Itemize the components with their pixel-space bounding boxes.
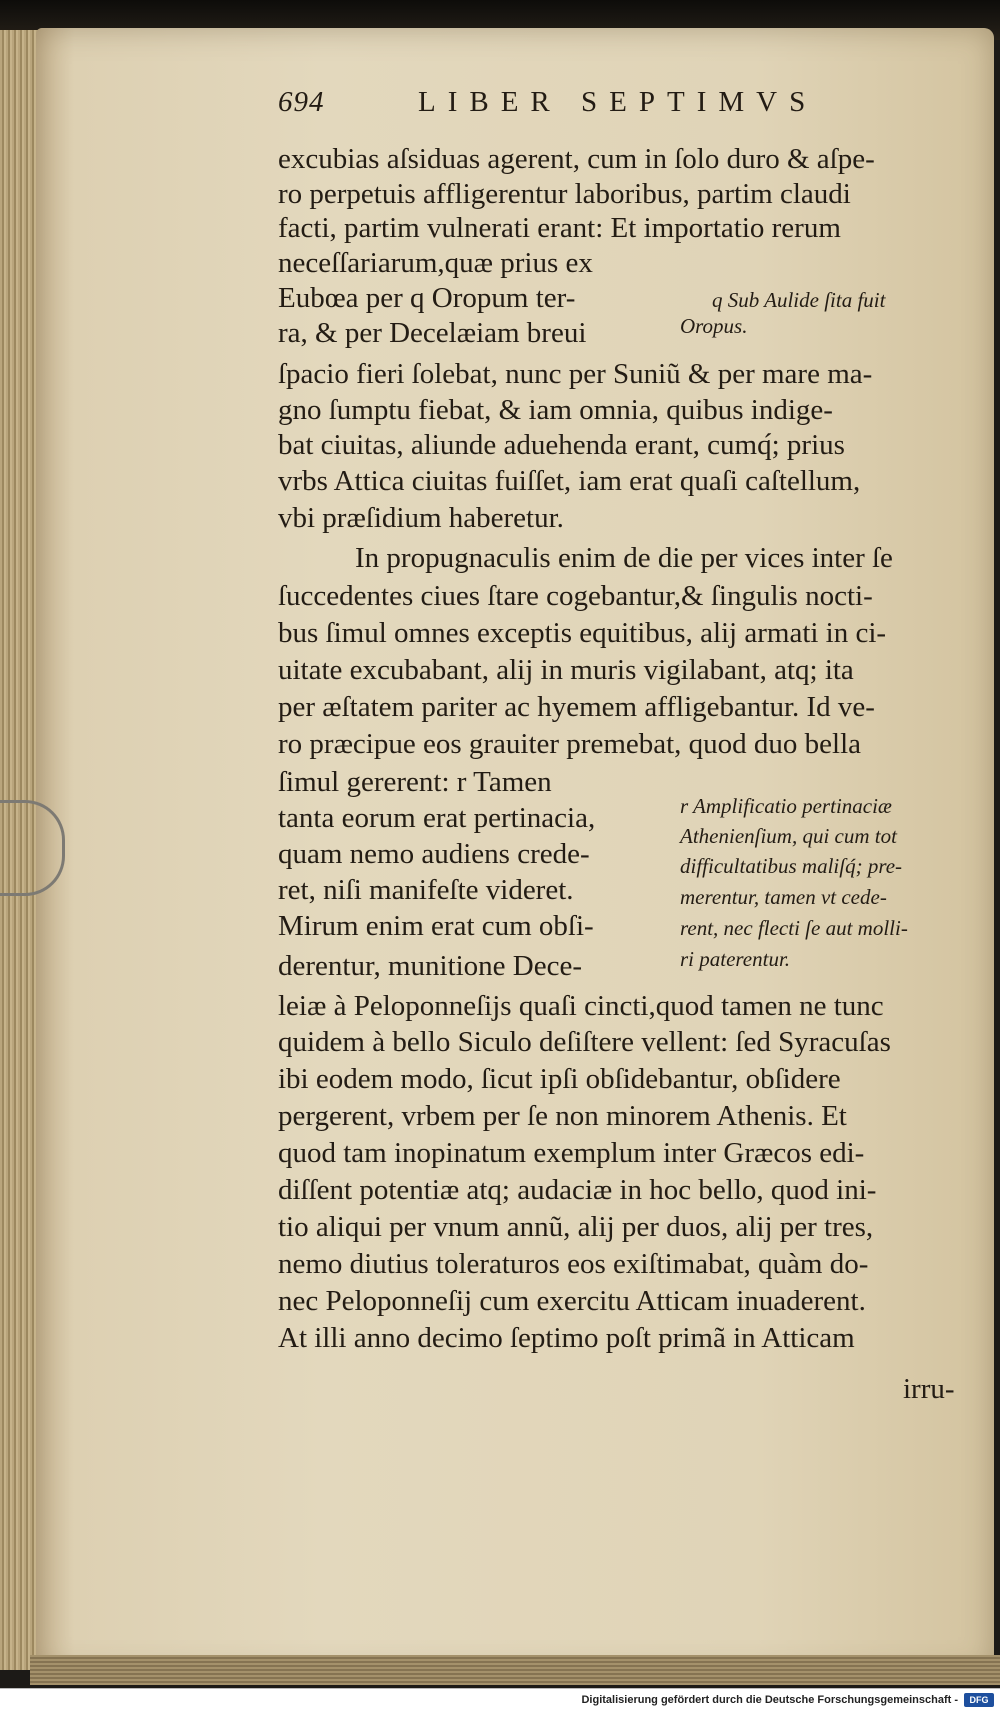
- text-line: ſimul gererent: r Tamen: [278, 766, 552, 798]
- marginal-note-line: Oropus.: [680, 314, 748, 338]
- text-line: per æſtatem pariter ac hyemem affligebantur. Id ve-: [278, 691, 875, 723]
- page-clip: [0, 800, 65, 896]
- running-title: LIBER SEPTIMVS: [418, 86, 818, 118]
- text-line: neceſſariarum,quæ prius ex: [278, 247, 593, 279]
- text-line: quod tam inopinatum exemplum inter Græcos edi-: [278, 1137, 865, 1169]
- text-line: tanta eorum erat pertinacia,: [278, 802, 596, 834]
- text-line: tio aliqui per vnum annũ, alij per duos, alij per tres,: [278, 1211, 874, 1243]
- text-line: ro præcipue eos grauiter premebat, quod duo bella: [278, 728, 862, 760]
- text-line: At illi anno decimo ſeptimo poſt primã in Atticam: [278, 1322, 855, 1354]
- text-line: ſpacio fieri ſolebat, nunc per Suniũ & per mare ma-: [278, 358, 873, 390]
- text-line: ſuccedentes ciues ſtare cogebantur,& ſingulis nocti-: [278, 580, 873, 612]
- marginal-note-line: merentur, tamen vt cede-: [680, 885, 887, 909]
- catchword: irru-: [903, 1373, 955, 1405]
- text-line: excubias aſsiduas agerent, cum in ſolo duro & aſpe-: [278, 143, 875, 175]
- text-line: bat ciuitas, aliunde aduehenda erant, cumq́; prius: [278, 429, 845, 461]
- text-line: vrbs Attica ciuitas fuiſſet, iam erat quaſi caſtellum,: [278, 465, 861, 497]
- text-line: pergerent, vrbem per ſe non minorem Athenis. Et: [278, 1100, 847, 1132]
- footer-credit: Digitalisierung gefördert durch die Deutsche Forschungsgemeinschaft -: [581, 1694, 958, 1706]
- marginal-note-line: q Sub Aulide ſita fuit: [712, 288, 886, 312]
- text-line: In propugnaculis enim de die per vices inter ſe: [355, 542, 893, 574]
- text-line: nec Peloponneſij cum exercitu Atticam inuaderent.: [278, 1285, 866, 1317]
- text-line: derentur, munitione Dece-: [278, 950, 583, 982]
- book-bottom-edge: [30, 1655, 1000, 1685]
- text-line: facti, partim vulnerati erant: Et importatio rerum: [278, 212, 841, 244]
- marginal-note-line: Athenienſium, qui cum tot: [680, 824, 897, 848]
- text-line: diſſent potentiæ atq; audaciæ in hoc bello, quod ini-: [278, 1174, 877, 1206]
- text-line: leiæ à Peloponneſijs quaſi cincti,quod tamen ne tunc: [278, 990, 884, 1022]
- marginal-note-line: r Amplificatio pertinaciæ: [680, 794, 892, 818]
- text-line: uitate excubabant, alij in muris vigilabant, atq; ita: [278, 654, 854, 686]
- text-line: Eubœa per q Oropum ter-: [278, 282, 576, 314]
- marginal-note-line: ri paterentur.: [680, 947, 791, 971]
- text-line: ra, & per Decelæiam breui: [278, 317, 587, 349]
- text-line: nemo diutius toleraturos eos exiſtimabat, quàm do-: [278, 1248, 869, 1280]
- text-line: quidem à bello Siculo deſiſtere vellent: ſed Syracuſas: [278, 1026, 891, 1058]
- page-header: [278, 86, 918, 130]
- marginal-note-line: difficultatibus maliſq́; pre-: [680, 854, 903, 878]
- text-line: bus ſimul omnes exceptis equitibus, alij armati in ci-: [278, 617, 887, 649]
- text-line: ret, niſi manifeſte videret.: [278, 874, 574, 906]
- text-line: gno ſumptu fiebat, & iam omnia, quibus indige-: [278, 394, 833, 426]
- text-line: ibi eodem modo, ſicut ipſi obſidebantur, obſidere: [278, 1063, 841, 1095]
- text-line: vbi præſidium haberetur.: [278, 502, 564, 534]
- dfg-logo: DFG: [964, 1693, 994, 1707]
- text-line: ro perpetuis affligerentur laboribus, partim claudi: [278, 178, 851, 210]
- text-line: quam nemo audiens crede-: [278, 838, 590, 870]
- marginal-note-line: rent, nec flecti ſe aut molli-: [680, 916, 908, 940]
- text-line: Mirum enim erat cum obſi-: [278, 910, 594, 942]
- digitization-footer: [0, 1688, 1000, 1714]
- page-number: 694: [278, 86, 325, 118]
